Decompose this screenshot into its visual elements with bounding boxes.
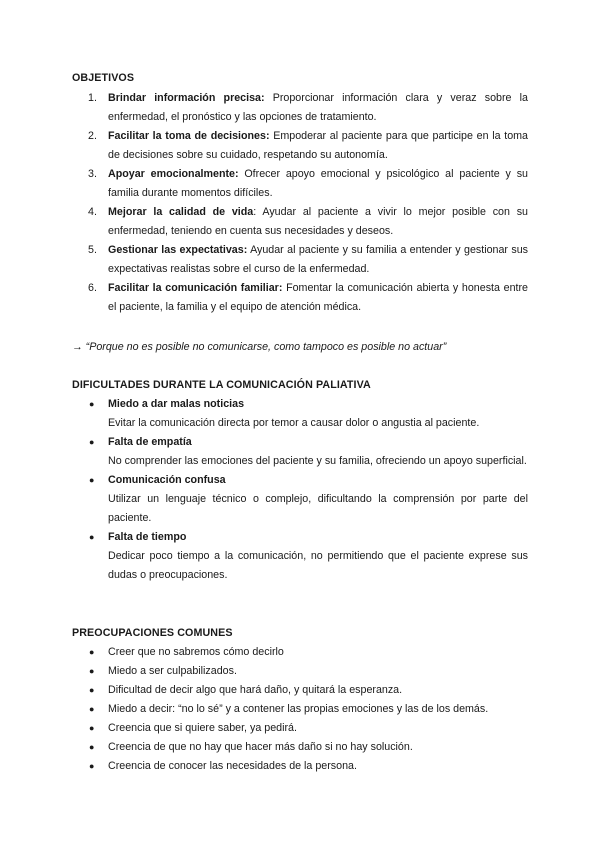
objetivo-title: Apoyar emocionalmente:: [108, 168, 239, 180]
dificultad-title: Falta de tiempo: [108, 531, 187, 543]
objetivo-text: Ofrecer apoyo emocional y psicológico al paciente y su familia durante momentos difíciles.: [108, 168, 529, 199]
dificultad-text: Evitar la comunicación directa por temor a causar dolor o angustia al paciente.: [108, 417, 480, 429]
objetivo-item-3: [72, 165, 528, 203]
objetivo-text: Empoderar al paciente para que participe en la toma de decisiones sobre su cuidado, respetando su autonomía.: [108, 130, 528, 161]
preocupacion-text: Creencia de que no hay que hacer más daño si no hay solución.: [108, 741, 413, 753]
objetivo-item-2: [72, 127, 528, 165]
list-number: 2.: [88, 130, 97, 142]
bullet-icon: ●: [89, 475, 95, 485]
list-number: 5.: [88, 244, 97, 256]
dificultad-title: Comunicación confusa: [108, 474, 226, 486]
objetivo-item-6: [72, 279, 528, 317]
bullet-icon: ●: [89, 742, 95, 752]
objetivo-text: Ayudar al paciente y su familia a entender y gestionar sus expectativas realistas sobre el curso de la enfermedad.: [108, 244, 528, 275]
bullet-icon: ●: [89, 666, 95, 676]
dificultad-item-3: [72, 471, 528, 528]
preocupacion-text: Creencia de conocer las necesidades de la persona.: [108, 760, 357, 772]
bullet-icon: ●: [89, 761, 95, 771]
bullet-icon: ●: [89, 399, 95, 409]
preocupacion-text: Miedo a decir: “no lo sé” y a contener las propias emociones y las de los demás.: [108, 703, 489, 715]
dificultad-item-4: [72, 528, 528, 585]
dificultad-item-1: [72, 395, 528, 433]
objetivo-title: Gestionar las expectativas:: [108, 244, 248, 256]
preocupacion-text: Dificultad de decir algo que hará daño, y quitará la esperanza.: [108, 684, 403, 696]
dificultad-text: Utilizar un lenguaje técnico o complejo, dificultando la comprensión por parte del paciente.: [108, 493, 528, 524]
preocupacion-item: [72, 681, 528, 700]
dificultad-title: Miedo a dar malas noticias: [108, 398, 245, 410]
bullet-icon: ●: [89, 647, 95, 657]
objetivo-title: Facilitar la toma de decisiones:: [108, 130, 270, 142]
preocupacion-item: [72, 757, 528, 776]
bullet-icon: ●: [89, 685, 95, 695]
preocupacion-item: [72, 719, 528, 738]
bullet-icon: ●: [89, 704, 95, 714]
objetivo-text: : Ayudar al paciente a vivir lo mejor posible con su enfermedad, teniendo en cuenta sus necesidades y deseos.: [108, 206, 528, 237]
dificultad-text: No comprender las emociones del paciente y su familia, ofreciendo un apoyo superficial.: [108, 455, 527, 467]
objetivo-item-4: [72, 203, 528, 241]
preocupacion-item: [72, 738, 528, 757]
preocupaciones-heading: PREOCUPACIONES COMUNES: [72, 627, 233, 639]
objetivo-item-1: [72, 89, 528, 127]
objetivo-title: Facilitar la comunicación familiar:: [108, 282, 283, 294]
objetivo-item-5: [72, 241, 528, 279]
bullet-icon: ●: [89, 723, 95, 733]
objetivo-text: Fomentar la comunicación abierta y honesta entre el paciente, la familia y el equipo de atención médica.: [108, 282, 528, 313]
objetivo-text: Proporcionar información clara y veraz sobre la enfermedad, el pronóstico y las opciones de tratamiento.: [108, 92, 528, 123]
dificultad-title: Falta de empatía: [108, 436, 192, 448]
objetivo-title: Brindar información precisa:: [108, 92, 265, 104]
bullet-icon: ●: [89, 532, 95, 542]
objetivo-title: Mejorar la calidad de vida: [108, 206, 254, 218]
preocupaciones-list: [72, 643, 528, 776]
dificultad-text: Dedicar poco tiempo a la comunicación, no permitiendo que el paciente exprese sus dudas o preocupaciones.: [108, 550, 528, 581]
objetivos-list: [72, 89, 528, 317]
objetivos-heading: OBJETIVOS: [72, 72, 135, 84]
list-number: 4.: [88, 206, 97, 218]
quote-line: → “Porque no es posible no comunicarse, como tampoco es posible no actuar”: [72, 341, 447, 353]
dificultades-heading: DIFICULTADES DURANTE LA COMUNICACIÓN PALIATIVA: [72, 379, 371, 391]
preocupacion-text: Creencia que si quiere saber, ya pedirá.: [108, 722, 297, 734]
bullet-icon: ●: [89, 437, 95, 447]
list-number: 6.: [88, 282, 97, 294]
dificultades-list: [72, 395, 528, 585]
preocupacion-text: Miedo a ser culpabilizados.: [108, 665, 237, 677]
dificultad-item-2: [72, 433, 528, 471]
list-number: 1.: [88, 92, 97, 104]
preocupacion-item: [72, 662, 528, 681]
preocupacion-text: Creer que no sabremos cómo decirlo: [108, 646, 284, 658]
preocupacion-item: [72, 700, 528, 719]
list-number: 3.: [88, 168, 97, 180]
preocupacion-item: [72, 643, 528, 662]
